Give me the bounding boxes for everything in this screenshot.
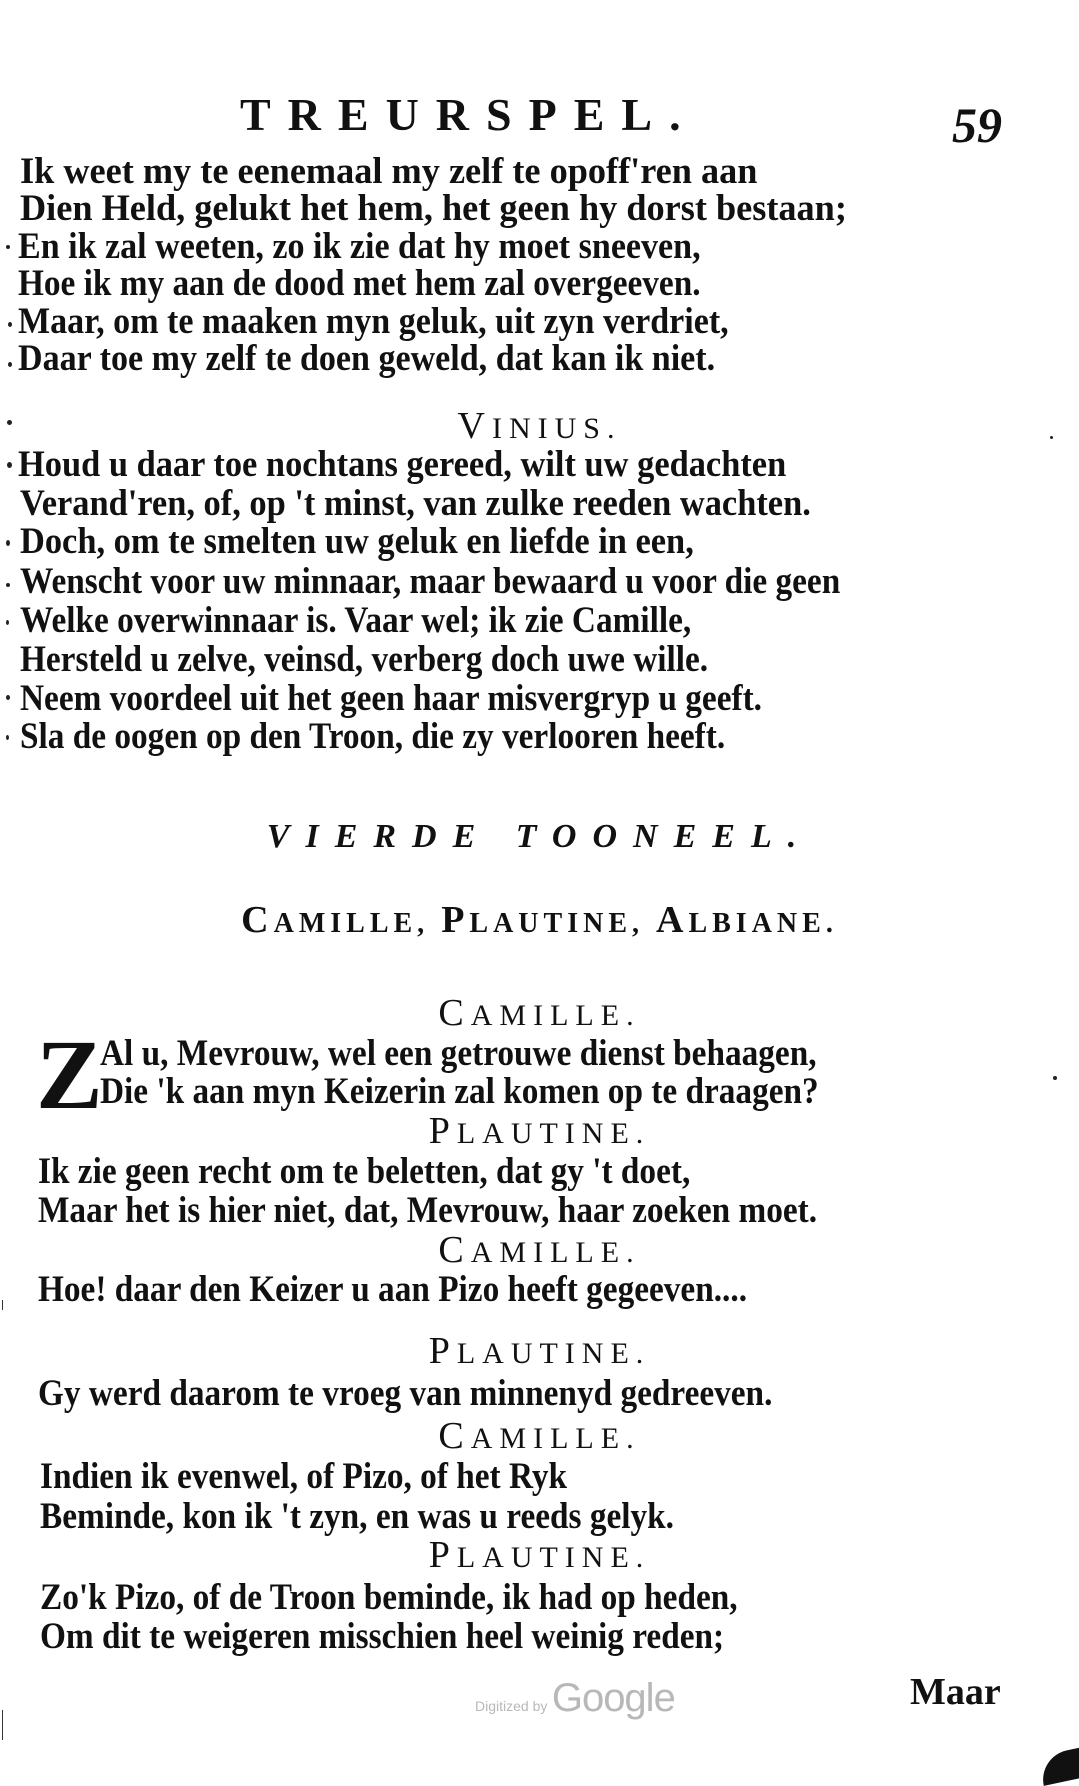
speaker-camille: CAMILLE. bbox=[438, 1415, 641, 1457]
verse-line: Neem voordeel uit het geen haar misvergryp u geeft. bbox=[20, 678, 762, 719]
digitized-watermark: Digitized by Google bbox=[475, 1676, 675, 1720]
running-title: TREURSPEL. bbox=[240, 89, 698, 140]
verse-line: Die 'k aan myn Keizerin zal komen op te draagen? bbox=[100, 1071, 819, 1112]
scan-speck bbox=[6, 735, 9, 740]
speaker-plautine: PLAUTINE. bbox=[428, 1330, 651, 1372]
verse-line: Verand'ren, of, op 't minst, van zulke reeden wachten. bbox=[20, 483, 811, 524]
page-number: 59 bbox=[952, 97, 1002, 153]
verse-line: Om dit te weigeren misschien heel weinig reden; bbox=[40, 1616, 725, 1657]
scan-speck bbox=[8, 322, 12, 327]
speaker-plautine: PLAUTINE. bbox=[428, 1110, 651, 1152]
scan-speck bbox=[7, 462, 12, 468]
cast-member: ALBIANE. bbox=[656, 899, 838, 941]
google-logo: Google bbox=[551, 1676, 675, 1720]
verse-line: Wenscht voor uw minnaar, maar bewaard u voor die geen bbox=[20, 561, 841, 602]
drop-cap: Z bbox=[36, 1019, 103, 1130]
verse-line: Beminde, kon ik 't zyn, en was u reeds gelyk. bbox=[40, 1496, 675, 1537]
verse-line: Houd u daar toe nochtans gereed, wilt uw gedachten bbox=[18, 444, 787, 485]
verse-line: Doch, om te smelten uw geluk en liefde in een, bbox=[20, 521, 694, 562]
verse-line: Daar toe my zelf te doen geweld, dat kan ik niet. bbox=[18, 338, 716, 379]
verse-line: Welke overwinnaar is. Vaar wel; ik zie Camille, bbox=[20, 600, 692, 641]
scan-speck bbox=[6, 695, 10, 700]
corner-blot bbox=[1038, 1744, 1079, 1786]
scan-mark bbox=[2, 1300, 3, 1310]
speaker-vinius: VINIUS. bbox=[457, 405, 622, 447]
verse-line: Maar, om te maaken myn geluk, uit zyn verdriet, bbox=[18, 301, 729, 342]
scene-title: VIERDE TOONEEL. bbox=[266, 818, 813, 855]
verse-line: Hoe ik my aan de dood met hem zal overgeeven. bbox=[18, 263, 701, 304]
scan-speck bbox=[7, 420, 12, 425]
verse-line: Zo'k Pizo, of de Troon beminde, ik had op heden, bbox=[40, 1577, 738, 1618]
scan-speck bbox=[8, 362, 12, 367]
cast-list bbox=[0, 898, 1079, 942]
verse-line: Gy werd daarom te vroeg van minnenyd gedreeven. bbox=[38, 1373, 773, 1414]
verse-line: Sla de oogen op den Troon, die zy verlooren heeft. bbox=[20, 716, 726, 757]
cast-member: CAMILLE, bbox=[241, 899, 430, 941]
scan-speck bbox=[6, 583, 10, 587]
scan-speck bbox=[6, 620, 9, 625]
verse-line: Ik zie geen recht om te beletten, dat gy 't doet, bbox=[38, 1151, 691, 1192]
scan-speck bbox=[6, 245, 10, 249]
verse-line: Indien ik evenwel, of Pizo, of het Ryk bbox=[40, 1456, 568, 1497]
speaker-camille: CAMILLE. bbox=[438, 992, 641, 1034]
scan-speck bbox=[1053, 1076, 1057, 1080]
catchword: Maar bbox=[910, 1671, 1001, 1713]
speaker-plautine: PLAUTINE. bbox=[428, 1534, 651, 1576]
verse-line: Al u, Mevrouw, wel een getrouwe dienst behaagen, bbox=[100, 1033, 817, 1074]
scan-speck bbox=[1050, 436, 1053, 439]
scan-mark bbox=[2, 1710, 3, 1740]
verse-line: Hersteld u zelve, veinsd, verberg doch uwe wille. bbox=[20, 639, 709, 680]
scan-speck bbox=[6, 540, 10, 546]
verse-line: Maar het is hier niet, dat, Mevrouw, haar zoeken moet. bbox=[38, 1190, 818, 1231]
verse-line: Ik weet my te eenemaal my zelf te opoff'ren aan bbox=[20, 151, 758, 192]
verse-line: Hoe! daar den Keizer u aan Pizo heeft gegeeven.... bbox=[38, 1269, 748, 1310]
cast-member: PLAUTINE, bbox=[441, 899, 644, 941]
verse-line: Dien Held, gelukt het hem, het geen hy dorst bestaan; bbox=[20, 188, 847, 229]
speaker-camille: CAMILLE. bbox=[438, 1229, 641, 1271]
verse-line: En ik zal weeten, zo ik zie dat hy moet sneeven, bbox=[18, 226, 701, 267]
